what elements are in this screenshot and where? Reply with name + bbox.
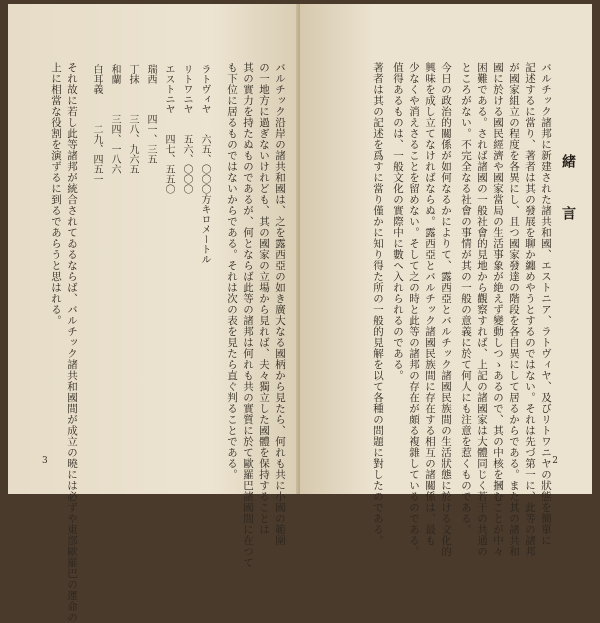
table-row: 白耳義 二九、四五一 [91, 64, 102, 184]
right-col-3: が國家組立の程度を各異にし、且つ國家發達の階段を各自異にして居るからである。また其の諸共和 [508, 62, 520, 557]
left-page [8, 4, 300, 623]
page-number-left: 3 [42, 456, 48, 466]
right-col-9: 少なくや消えさることを留めない。そして之の時と此等の諸邦の存在が頗る複雜しているのである。 [408, 62, 420, 557]
right-col-2: 記述するに當り、著者は其の發展を聊か纏めやうとするのではない。それは先づ第一に、此等の諸邦 [524, 62, 536, 557]
table-row: 丁抹 三八、九六五 [127, 64, 138, 174]
left-col-2: の一地方に過ぎないけれども、其の國家の立場から見れば、夫々獨立した國體を保持することは [258, 62, 270, 535]
right-col-4: 國に於ける國民經濟や國家當局の生活事象が絶えず變動しつゝあるので、其の中核を摑むことが中々 [492, 62, 504, 557]
right-col-5: 困難である。されば諸國の一般社會的見地から觀察すれば、上記の諸國家は大體同じく若干の共通の [476, 62, 488, 557]
right-col-6: ところがない。不完全なる社會の事情が其の一般の意義に於て何人にも注意を惹くものである。 [460, 62, 472, 535]
table-row: ラトヴィヤ 六五、〇〇〇方キロメートル [199, 64, 210, 264]
left-col-4: も下位に居るものではないからである。それは次の表を見たら直ぐ判ることである。 [226, 62, 238, 480]
page-number-right: 2 [552, 456, 558, 466]
table-row: エストニヤ 四七、五五〇 [163, 64, 174, 194]
right-page [300, 4, 592, 557]
right-col-11: 著者は其の記述を爲すに當り僅かに知り得た所の一般的見解を以て各種の問題に對したのである。 [372, 62, 384, 546]
table-row: 和蘭 三四、一八六 [109, 64, 120, 174]
left-closing-col-2: 上に相當な役割を演ずるに到るであらうと思はれる。 [50, 62, 62, 326]
left-col-3: 其の實力を持たぬものであるが、何とならば此等の諸邦は何れも共の實質に於て歐羅巴諸國間に在つて [242, 62, 254, 568]
table-row: リトワニヤ 五六、〇〇〇 [181, 64, 192, 194]
right-col-7: 今日の政治的關係が如何なるかによりて、露西亞とバルチック諸國民族間の生活狀態に於ける文化的 [440, 62, 452, 557]
book-spread [8, 4, 592, 623]
left-col-1: バルチック沿岸の諸共和國は、之を露西亞の如き廣大なる國柄から見たら、何れも共に小國の範圍 [274, 62, 286, 546]
right-col-8: 興味を成し立てなければならぬ。露西亞とバルチック諸國民族間に存在する相互の諸關係は、最も [424, 62, 436, 546]
left-closing-col-1: それ故に若し此等諸邦が統合されてゐるならば、バルチック諸共和國間が成立の曉には必ずや東部歐羅巴の運命の [66, 62, 78, 623]
table-row: 瑞西 四一、三五 [145, 64, 156, 164]
right-col-10: 值得あるものは、一般文化の實際中に數へ入れられるのである。 [392, 62, 404, 381]
page-heading: 緒言 [560, 154, 576, 258]
right-col-1: バルチック諸邦に新建された諸共和國、エストニア、ラトヴィヤ、及びリトワニヤの狀態を簡單に [540, 62, 552, 546]
